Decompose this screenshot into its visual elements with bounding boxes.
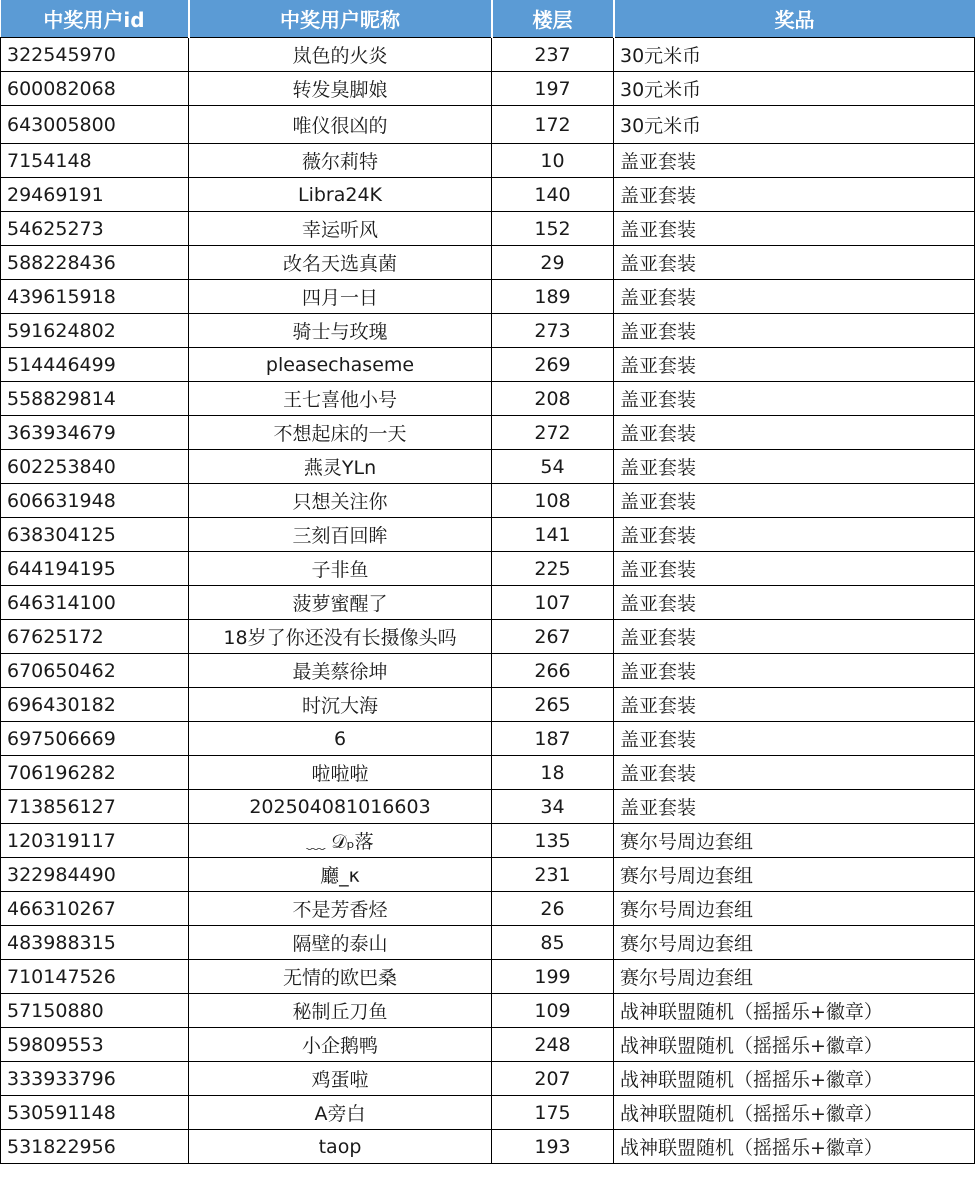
table-row	[1, 1096, 975, 1130]
cell-floor: 266	[492, 654, 614, 688]
cell-prize: 盖亚套装	[614, 314, 975, 348]
cell-prize: 30元米币	[614, 38, 975, 72]
cell-nickname: 无情的欧巴桑	[189, 960, 492, 994]
cell-floor: 152	[492, 212, 614, 246]
cell-nickname: 幸运听风	[189, 212, 492, 246]
cell-user-id: 531822956	[1, 1130, 189, 1164]
cell-nickname: 四月一日	[189, 280, 492, 314]
cell-floor: 109	[492, 994, 614, 1028]
table-row	[1, 994, 975, 1028]
cell-prize: 赛尔号周边套组	[614, 926, 975, 960]
cell-prize: 盖亚套装	[614, 654, 975, 688]
cell-nickname: pleasechaseme	[189, 348, 492, 382]
header-nickname: 中奖用户昵称	[189, 0, 492, 38]
header-floor: 楼层	[492, 0, 614, 38]
cell-nickname: 转发臭脚娘	[189, 72, 492, 106]
table-row	[1, 654, 975, 688]
table-row	[1, 348, 975, 382]
cell-user-id: 120319117	[1, 824, 189, 858]
cell-floor: 197	[492, 72, 614, 106]
table-row	[1, 212, 975, 246]
cell-nickname: 只想关注你	[189, 484, 492, 518]
cell-nickname: 薇尔莉特	[189, 144, 492, 178]
cell-user-id: 363934679	[1, 416, 189, 450]
table-row	[1, 144, 975, 178]
table-row	[1, 756, 975, 790]
cell-nickname: 廳_κ	[189, 858, 492, 892]
cell-floor: 273	[492, 314, 614, 348]
table-row	[1, 450, 975, 484]
table-row	[1, 178, 975, 212]
cell-user-id: 7154148	[1, 144, 189, 178]
header-prize: 奖品	[614, 0, 975, 38]
cell-floor: 248	[492, 1028, 614, 1062]
cell-prize: 盖亚套装	[614, 756, 975, 790]
cell-prize: 盖亚套装	[614, 178, 975, 212]
cell-prize: 盖亚套装	[614, 722, 975, 756]
cell-floor: 140	[492, 178, 614, 212]
cell-floor: 237	[492, 38, 614, 72]
table-body	[1, 38, 975, 1164]
cell-user-id: 706196282	[1, 756, 189, 790]
cell-floor: 26	[492, 892, 614, 926]
cell-user-id: 643005800	[1, 106, 189, 144]
cell-floor: 208	[492, 382, 614, 416]
cell-floor: 135	[492, 824, 614, 858]
cell-user-id: 530591148	[1, 1096, 189, 1130]
cell-user-id: 600082068	[1, 72, 189, 106]
cell-nickname: 子非鱼	[189, 552, 492, 586]
cell-nickname: 鸡蛋啦	[189, 1062, 492, 1096]
cell-nickname: 6	[189, 722, 492, 756]
cell-user-id: 588228436	[1, 246, 189, 280]
header-user-id: 中奖用户id	[1, 0, 189, 38]
cell-prize: 盖亚套装	[614, 688, 975, 722]
cell-user-id: 713856127	[1, 790, 189, 824]
table-row	[1, 1028, 975, 1062]
cell-floor: 29	[492, 246, 614, 280]
cell-floor: 231	[492, 858, 614, 892]
table-row	[1, 1062, 975, 1096]
cell-nickname: 18岁了你还没有长摄像头吗	[189, 620, 492, 654]
cell-prize: 30元米币	[614, 72, 975, 106]
table-row	[1, 314, 975, 348]
cell-floor: 199	[492, 960, 614, 994]
table-row	[1, 722, 975, 756]
cell-user-id: 59809553	[1, 1028, 189, 1062]
cell-nickname: 隔壁的泰山	[189, 926, 492, 960]
cell-prize: 盖亚套装	[614, 484, 975, 518]
cell-prize: 赛尔号周边套组	[614, 858, 975, 892]
table-row	[1, 688, 975, 722]
table-row	[1, 892, 975, 926]
cell-prize: 战神联盟随机（摇摇乐+徽章）	[614, 1062, 975, 1096]
cell-prize: 盖亚套装	[614, 518, 975, 552]
cell-nickname: 三刻百回眸	[189, 518, 492, 552]
cell-nickname: 不想起床的一天	[189, 416, 492, 450]
cell-nickname: 202504081016603	[189, 790, 492, 824]
cell-user-id: 710147526	[1, 960, 189, 994]
table-row	[1, 484, 975, 518]
cell-floor: 108	[492, 484, 614, 518]
cell-user-id: 644194195	[1, 552, 189, 586]
cell-nickname: 岚色的火炎	[189, 38, 492, 72]
cell-prize: 盖亚套装	[614, 144, 975, 178]
cell-user-id: 67625172	[1, 620, 189, 654]
cell-user-id: 483988315	[1, 926, 189, 960]
cell-nickname: A旁白	[189, 1096, 492, 1130]
table-row	[1, 926, 975, 960]
cell-user-id: 606631948	[1, 484, 189, 518]
table-row	[1, 38, 975, 72]
cell-floor: 267	[492, 620, 614, 654]
table-row	[1, 106, 975, 144]
cell-nickname: ﹏ 𝒟ₚ落	[189, 824, 492, 858]
cell-prize: 赛尔号周边套组	[614, 960, 975, 994]
cell-floor: 10	[492, 144, 614, 178]
table-row	[1, 858, 975, 892]
cell-prize: 盖亚套装	[614, 212, 975, 246]
cell-prize: 盖亚套装	[614, 620, 975, 654]
cell-floor: 34	[492, 790, 614, 824]
cell-nickname: 唯仪很凶的	[189, 106, 492, 144]
cell-prize: 战神联盟随机（摇摇乐+徽章）	[614, 1096, 975, 1130]
cell-nickname: 不是芳香烃	[189, 892, 492, 926]
cell-user-id: 57150880	[1, 994, 189, 1028]
table-row	[1, 72, 975, 106]
cell-prize: 战神联盟随机（摇摇乐+徽章）	[614, 994, 975, 1028]
cell-nickname: 时沉大海	[189, 688, 492, 722]
cell-floor: 107	[492, 586, 614, 620]
cell-user-id: 322545970	[1, 38, 189, 72]
cell-prize: 盖亚套装	[614, 552, 975, 586]
table-row	[1, 280, 975, 314]
cell-nickname: 小企鹅鸭	[189, 1028, 492, 1062]
table-row	[1, 824, 975, 858]
cell-floor: 141	[492, 518, 614, 552]
cell-user-id: 591624802	[1, 314, 189, 348]
cell-floor: 225	[492, 552, 614, 586]
cell-user-id: 54625273	[1, 212, 189, 246]
cell-prize: 赛尔号周边套组	[614, 892, 975, 926]
cell-prize: 盖亚套装	[614, 586, 975, 620]
cell-user-id: 29469191	[1, 178, 189, 212]
cell-nickname: 王七喜他小号	[189, 382, 492, 416]
table-row	[1, 1130, 975, 1164]
cell-prize: 战神联盟随机（摇摇乐+徽章）	[614, 1028, 975, 1062]
cell-floor: 269	[492, 348, 614, 382]
cell-nickname: 啦啦啦	[189, 756, 492, 790]
cell-floor: 172	[492, 106, 614, 144]
cell-prize: 盖亚套装	[614, 382, 975, 416]
table-row	[1, 518, 975, 552]
cell-user-id: 638304125	[1, 518, 189, 552]
cell-prize: 战神联盟随机（摇摇乐+徽章）	[614, 1130, 975, 1164]
cell-floor: 207	[492, 1062, 614, 1096]
cell-prize: 盖亚套装	[614, 790, 975, 824]
cell-user-id: 466310267	[1, 892, 189, 926]
cell-prize: 30元米币	[614, 106, 975, 144]
cell-nickname: taop	[189, 1130, 492, 1164]
cell-floor: 193	[492, 1130, 614, 1164]
cell-floor: 187	[492, 722, 614, 756]
table-row	[1, 416, 975, 450]
cell-user-id: 697506669	[1, 722, 189, 756]
cell-prize: 盖亚套装	[614, 416, 975, 450]
cell-nickname: 秘制丘刀鱼	[189, 994, 492, 1028]
table-row	[1, 382, 975, 416]
table-row	[1, 790, 975, 824]
cell-floor: 54	[492, 450, 614, 484]
cell-user-id: 333933796	[1, 1062, 189, 1096]
cell-prize: 盖亚套装	[614, 348, 975, 382]
table-row	[1, 552, 975, 586]
cell-user-id: 646314100	[1, 586, 189, 620]
cell-floor: 272	[492, 416, 614, 450]
cell-user-id: 514446499	[1, 348, 189, 382]
cell-prize: 赛尔号周边套组	[614, 824, 975, 858]
cell-nickname: 骑士与玫瑰	[189, 314, 492, 348]
table-row	[1, 246, 975, 280]
cell-nickname: Libra24K	[189, 178, 492, 212]
cell-user-id: 696430182	[1, 688, 189, 722]
cell-user-id: 670650462	[1, 654, 189, 688]
cell-floor: 85	[492, 926, 614, 960]
cell-user-id: 602253840	[1, 450, 189, 484]
header-row	[1, 0, 975, 38]
cell-prize: 盖亚套装	[614, 280, 975, 314]
cell-user-id: 558829814	[1, 382, 189, 416]
cell-user-id: 439615918	[1, 280, 189, 314]
cell-floor: 189	[492, 280, 614, 314]
cell-user-id: 322984490	[1, 858, 189, 892]
cell-prize: 盖亚套装	[614, 450, 975, 484]
cell-prize: 盖亚套装	[614, 246, 975, 280]
cell-nickname: 最美蔡徐坤	[189, 654, 492, 688]
cell-nickname: 燕灵YLn	[189, 450, 492, 484]
table-row	[1, 960, 975, 994]
cell-floor: 175	[492, 1096, 614, 1130]
cell-floor: 18	[492, 756, 614, 790]
cell-nickname: 改名天选真菌	[189, 246, 492, 280]
cell-nickname: 菠萝蜜醒了	[189, 586, 492, 620]
table-row	[1, 620, 975, 654]
table-row	[1, 586, 975, 620]
cell-floor: 265	[492, 688, 614, 722]
